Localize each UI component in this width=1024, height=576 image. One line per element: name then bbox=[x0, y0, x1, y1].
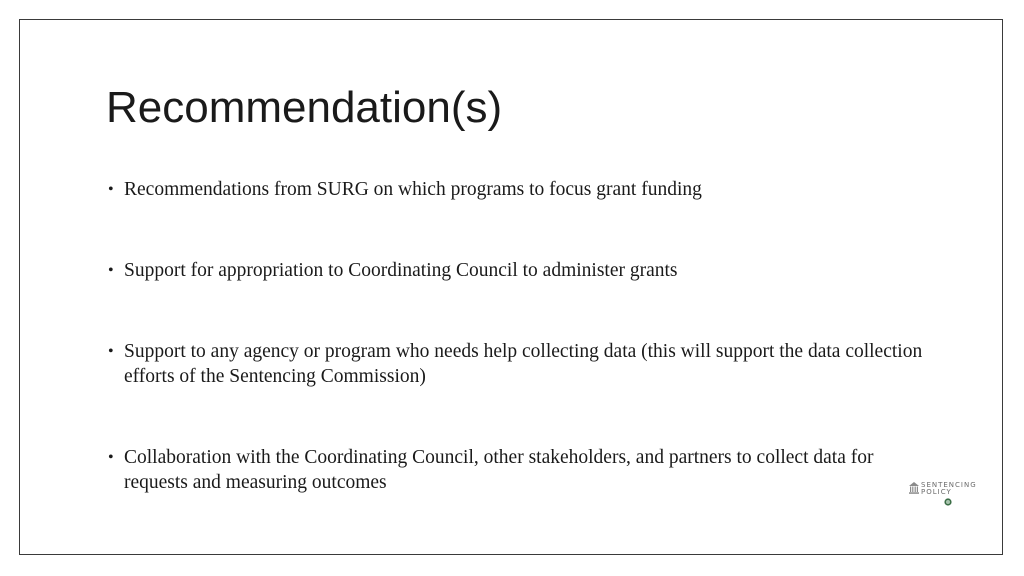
bullet-text: Support to any agency or program who needs help collecting data (this will support the data collection efforts of the Sentencing Commission) bbox=[124, 341, 923, 387]
bullet-dot-icon: • bbox=[108, 449, 114, 466]
sentencing-policy-logo bbox=[909, 480, 993, 510]
list-item bbox=[106, 177, 926, 202]
bullet-dot-icon: • bbox=[108, 343, 114, 360]
list-item bbox=[106, 445, 926, 495]
bullet-dot-icon: • bbox=[108, 181, 114, 198]
bullet-text: Collaboration with the Coordinating Council, other stakeholders, and partners to collect data for requests and measuring outcomes bbox=[124, 447, 874, 493]
slide bbox=[19, 19, 1003, 555]
bullet-dot-icon: • bbox=[108, 262, 114, 279]
slide-title: Recommendation(s) bbox=[106, 83, 503, 132]
list-item bbox=[106, 258, 926, 283]
logo-line1: SENTENCING bbox=[921, 481, 977, 489]
bullet-text: Recommendations from SURG on which programs to focus grant funding bbox=[124, 179, 702, 200]
logo-line2: POLICY bbox=[921, 488, 952, 496]
list-item bbox=[106, 339, 926, 389]
bullet-text: Support for appropriation to Coordinating Council to administer grants bbox=[124, 260, 678, 281]
building-icon bbox=[909, 482, 919, 494]
seal-icon bbox=[944, 498, 952, 506]
